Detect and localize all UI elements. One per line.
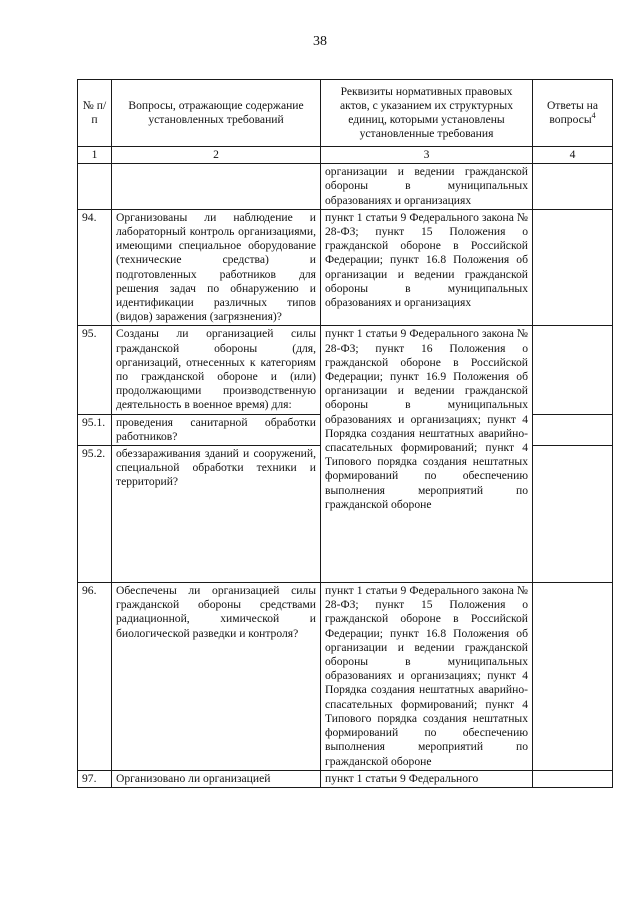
row-answer[interactable] bbox=[533, 209, 613, 326]
table-row bbox=[78, 326, 613, 414]
table-row bbox=[78, 770, 613, 787]
column-number: 1 bbox=[78, 147, 112, 164]
column-number-row bbox=[78, 147, 613, 164]
requirements-table bbox=[77, 79, 613, 788]
row-answer[interactable] bbox=[533, 583, 613, 771]
row-answer[interactable] bbox=[533, 326, 613, 414]
row-answer[interactable] bbox=[533, 414, 613, 445]
row-question: Обеспечены ли организацией силы гражданской обороны средствами радиационной, химической и биологической разведки и контроля? bbox=[112, 583, 321, 771]
row-question: обеззараживания зданий и сооружений, специальной обработки техники и территорий? bbox=[112, 446, 321, 583]
table-row bbox=[78, 583, 613, 771]
column-number: 3 bbox=[321, 147, 533, 164]
row-references: пункт 1 статьи 9 Федерального bbox=[321, 770, 533, 787]
table-row-continued bbox=[78, 164, 613, 210]
row-question: проведения санитарной обработки работников? bbox=[112, 414, 321, 445]
row-question: Организованы ли наблюдение и лабораторный контроль организациями, имеющими специальное оборудование (технические средства) и подготовленных работников для решения задач по обнаружению и идентификации различных типов (видов) заражения (загрязнения)? bbox=[112, 209, 321, 326]
row-question: Созданы ли организацией силы гражданской обороны (для, организаций, отнесенных к категориям по гражданской обороне и (или) продолжающими производственную деятельность в военное время) для: bbox=[112, 326, 321, 414]
header-number: № п/п bbox=[78, 80, 112, 147]
header-answers: Ответы на вопросы$^4$ bbox=[533, 80, 613, 147]
row-number: 95.1. bbox=[78, 414, 112, 445]
row-answer bbox=[533, 164, 613, 210]
row-number: 95.2. bbox=[78, 446, 112, 583]
row-references: пункт 1 статьи 9 Федерального закона № 28-ФЗ; пункт 15 Положения о гражданской обороне в Российской Федерации; пункт 16.8 Положения об организации и ведении гражданской обороны в муниципальных образованиях и организациях bbox=[321, 209, 533, 326]
row-references: пункт 1 статьи 9 Федерального закона № 28-ФЗ; пункт 16 Положения о гражданской обороне в Российской Федерации; пункт 16.9 Положения об организации и ведении гражданской обороны в муниципальных образованиях и организациях; пункт 4 Порядка создания нештатных аварийно-спасательных формирований; пункт 4 Типового порядка создания нештатных формирований по обеспечению выполнения мероприятий по гражданской обороне bbox=[321, 326, 533, 583]
column-number: 2 bbox=[112, 147, 321, 164]
header-questions: Вопросы, отражающие содержание установленных требований bbox=[112, 80, 321, 147]
table-header-row bbox=[78, 80, 613, 147]
row-answer[interactable] bbox=[533, 446, 613, 583]
row-answer[interactable] bbox=[533, 770, 613, 787]
row-question: Организовано ли организацией bbox=[112, 770, 321, 787]
row-number: 96. bbox=[78, 583, 112, 771]
row-number bbox=[78, 164, 112, 210]
row-question bbox=[112, 164, 321, 210]
page-number: 38 bbox=[313, 34, 327, 49]
row-number: 95. bbox=[78, 326, 112, 414]
header-references: Реквизиты нормативных правовых актов, с указанием их структурных единиц, которыми установлены установленные требования bbox=[321, 80, 533, 147]
row-number: 97. bbox=[78, 770, 112, 787]
column-number: 4 bbox=[533, 147, 613, 164]
table-row bbox=[78, 209, 613, 326]
footnote-marker: 4 bbox=[591, 111, 596, 121]
row-references: организации и ведении гражданской обороны в муниципальных образованиях и организациях bbox=[321, 164, 533, 210]
row-references: пункт 1 статьи 9 Федерального закона № 28-ФЗ; пункт 15 Положения о гражданской обороне в Российской Федерации; пункт 16.8 Положения об организации и ведении гражданской обороны в муниципальных образованиях и организациях; пункт 4 Порядка создания нештатных аварийно-спасательных формирований; пункт 4 Типового порядка создания нештатных формирований по обеспечению выполнения мероприятий по гражданской обороне bbox=[321, 583, 533, 771]
row-number: 94. bbox=[78, 209, 112, 326]
